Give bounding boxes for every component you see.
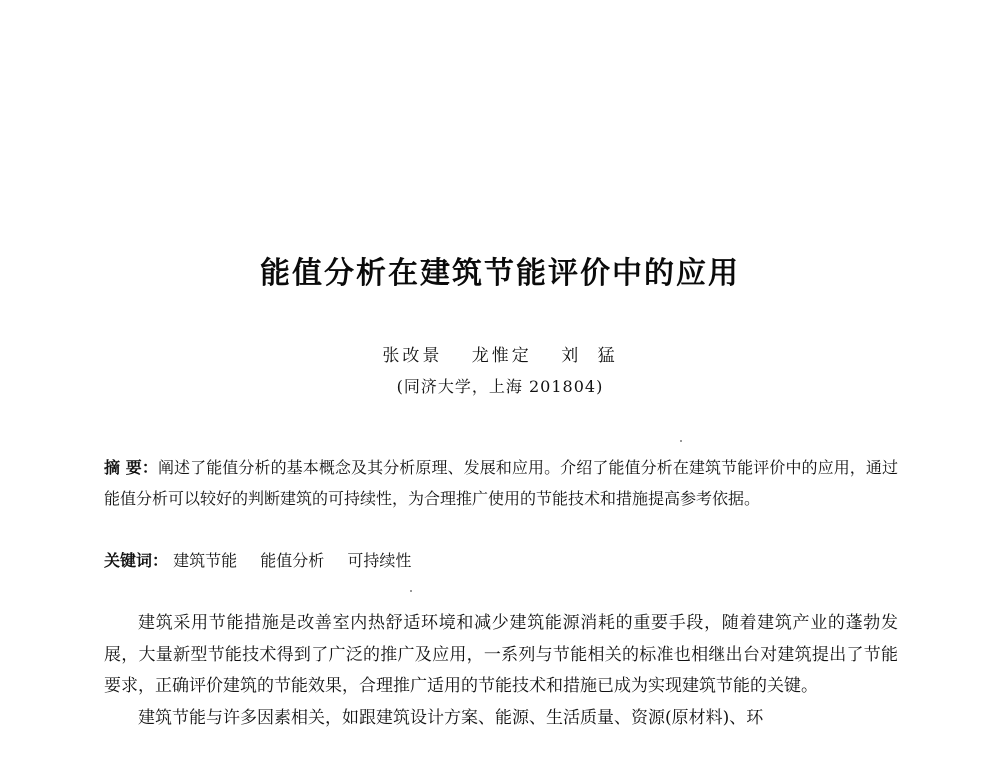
scan-speck	[680, 440, 682, 442]
author-name: 刘 猛	[561, 346, 618, 366]
keyword: 建筑节能	[173, 551, 238, 570]
scan-speck	[410, 590, 412, 592]
keyword: 可持续性	[347, 551, 412, 570]
keywords-label: 关键词：	[104, 551, 169, 570]
author-affiliation: (同济大学，上海 201804)	[396, 377, 604, 396]
abstract	[104, 452, 898, 514]
abstract-label: 摘 要：	[104, 458, 158, 477]
keyword: 能值分析	[260, 551, 325, 570]
body-text	[104, 608, 898, 734]
author-name: 张改景	[382, 346, 443, 366]
body-paragraph: 建筑节能与许多因素相关，如跟建筑设计方案、能源、生活质量、资源(原材料)、环	[138, 707, 764, 728]
author-list	[0, 341, 1000, 366]
paper-title: 能值分析在建筑节能评价中的应用	[260, 256, 740, 291]
abstract-text: 阐述了能值分析的基本概念及其分析原理、发展和应用。介绍了能值分析在建筑节能评价中的应用，通过能值分析可以较好的判断建筑的可持续性，为合理推广使用的节能技术和措施提高参考依据。	[104, 458, 898, 508]
author-name: 龙惟定	[471, 346, 532, 366]
body-paragraph: 建筑采用节能措施是改善室内热舒适环境和减少建筑能源消耗的重要手段，随着建筑产业的蓬勃发展，大量新型节能技术得到了广泛的推广及应用，一系列与节能相关的标准也相继出台对建筑提出了节能要求，正确评价建筑的节能效果，合理推广适用的节能技术和措施已成为实现建筑节能的关键。	[104, 613, 898, 696]
keywords	[104, 545, 898, 576]
